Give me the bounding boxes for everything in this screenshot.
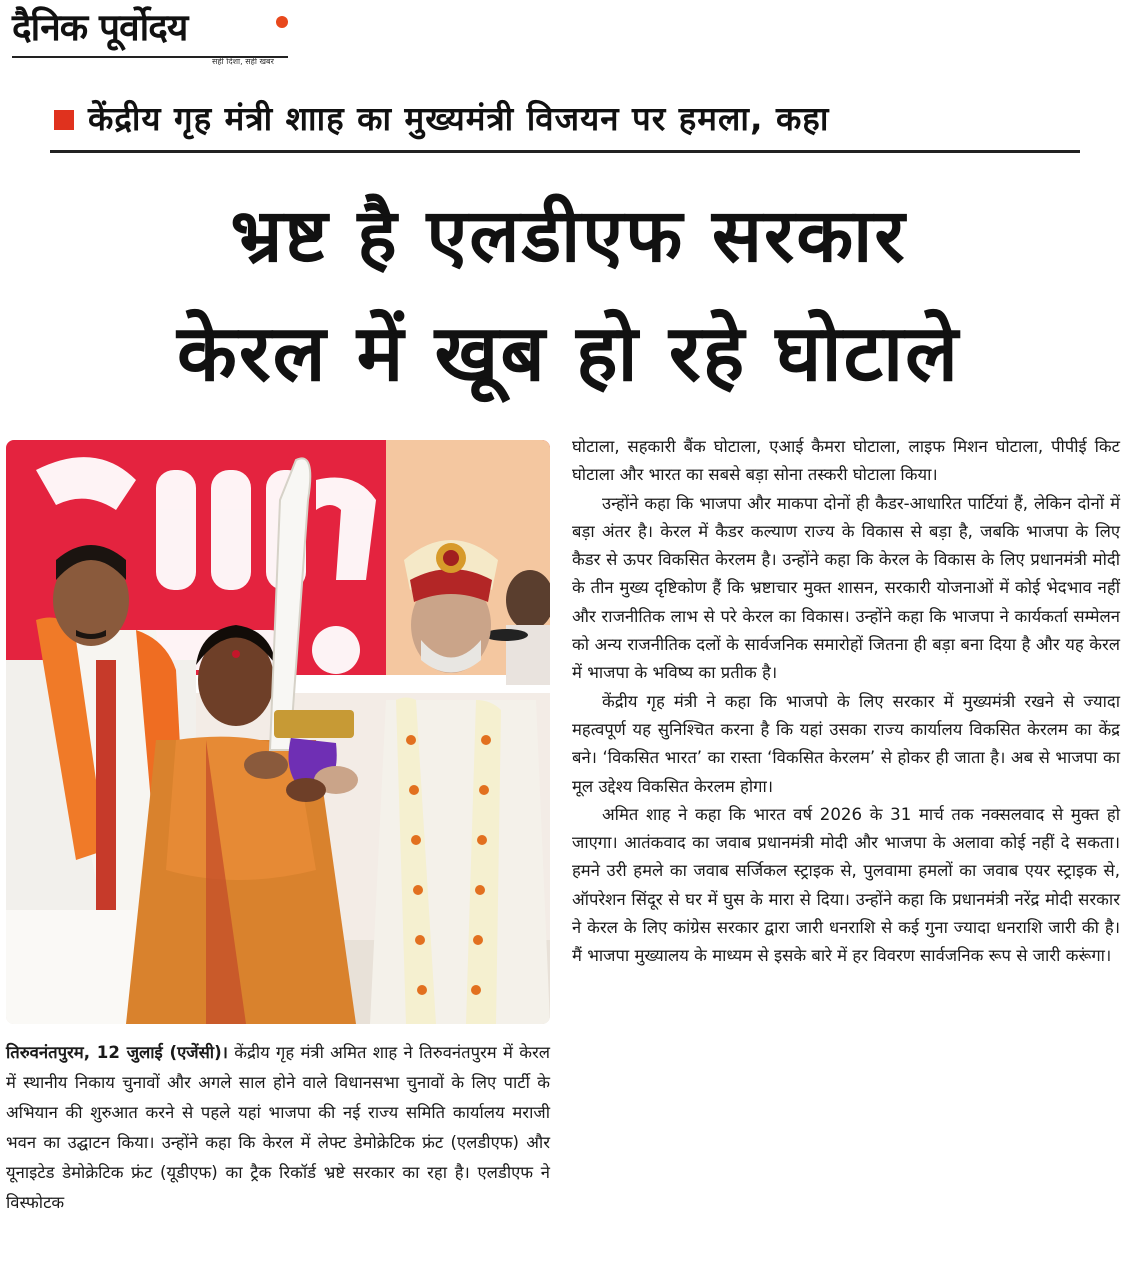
square-bullet-icon xyxy=(54,110,74,130)
masthead-tagline: सही दिशा, सही खबर xyxy=(212,57,274,66)
masthead xyxy=(12,6,288,72)
article-paragraph-2: उन्होंने कहा कि भाजपा और माकपा दोनों ही कैडर-आधारित पार्टियां हैं, लेकिन दोनों में बड़ा अंतर है। केरल में कैडर कल्याण राज्य के विकास से बड़ा है, जबकि भाजपा के लिए कैडर से ऊपर विकसित केरलम है। उन्होंने कहा कि केरल के विकास के लिए प्रधानमंत्री मोदी के तीन मुख्य दृष्टिकोण हैं कि भ्रष्टाचार मुक्त शासन, सरकारी योजनाओं में कोई भेदभाव नहीं और राजनीतिक लाभ से परे केरल का विकास। उन्होंने कहा कि भाजपा ने कार्यकर्ता सम्मेलन को अन्य राजनीतिक दलों के सार्वजनिक समारोहों जितना ही बड़ा बना दिया है और यह केरल में भाजपा के भविष्य का प्रतीक है। xyxy=(572,493,1120,683)
kicker-text: केंद्रीय गृह मंत्री शााह का मुख्यमंत्री विजयन पर हमला, कहा xyxy=(88,99,830,138)
newspaper-logo: दैनिक पूर्वोदय xyxy=(12,6,188,49)
article-paragraph-1-continued: घोटाला, सहकारी बैंक घोटाला, एआई कैमरा घोटाला, लाइफ मिशन घोटाला, पीपीई किट घोटाला और भारत का सबसे बड़ा सोना तस्करी घोटाला किया। xyxy=(572,437,1120,485)
article-paragraph-4: अमित शाह ने कहा कि भारत वर्ष 2026 के 31 मार्च तक नक्सलवाद से मुक्त हो जाएगा। आतंकवाद का जवाब प्रधानमंत्री मोदी और भाजपा के अलावा कोई नहीं दे सकता। हमने उरी हमले का जवाब सर्जिकल स्ट्राइक से, पुलवामा हमलों का जवाब एयर स्ट्राइक से, ऑपरेशन सिंदूर से घर में घुस के मारा से दिया। उन्होंने कहा कि प्रधानमंत्री नरेंद्र मोदी सरकार ने केरल के लिए कांग्रेस सरकार द्वारा जारी धनराशि से कई गुना ज्यादा धनराशि जारी की है। मैं भाजपा मुख्यालय के माध्यम से इसके बारे में हर विवरण सार्वजनिक रूप से जारी करूंगा। xyxy=(572,804,1120,966)
headline-line-2: केरल में खूब हो रहे घोटाले xyxy=(176,309,961,399)
kicker-bar xyxy=(50,92,1080,153)
article-column-left xyxy=(6,1038,550,1218)
photo-illustration xyxy=(6,440,550,1024)
logo-dot-icon xyxy=(276,16,288,28)
article-paragraph-1: केंद्रीय गृह मंत्री अमित शाह ने तिरुवनंतपुरम में केरल में स्थानीय निकाय चुनावों और अगले साल होने वाले विधानसभा चुनावों के लिए पार्टी के अभियान की शुरुआत करने से पहले यहां भाजपा की नई राज्य समिति कार्यालय मराजी भवन का उद्घाटन किया। उन्होंने कहा कि केरल में लेफ्ट डेमोक्रेटिक फ्रंट (एलडीएफ) और यूनाइटेड डेमोक्रेटिक फ्रंट (यूडीएफ) का ट्रैक रिकॉर्ड भ्रष्टे सरकार का रहा है। एलडीएफ ने विस्फोटक xyxy=(6,1043,550,1212)
article-column-right xyxy=(572,433,1120,971)
news-photo xyxy=(6,440,550,1024)
article-paragraph-3: केंद्रीय गृह मंत्री ने कहा कि भाजपो के लिए सरकार में मुख्यमंत्री रखने से ज्यादा महत्वपूर्ण यह सुनिश्चित करना है कि यहां उसका राज्य कार्यालय विकसित केरलम का केंद्र बने। ‘विकसित भारत’ का रास्ता ‘विकसित केरलम’ से होकर ही जाता है। अब से भाजपा का मूल उद्देश्य विकसित केरलम होगा। xyxy=(572,691,1120,796)
headline-line-1: भ्रष्ट है एलडीएफ सरकार xyxy=(230,193,907,279)
dateline: तिरुवनंतपुरम, 12 जुलाई (एजेंसी)। xyxy=(6,1043,228,1062)
